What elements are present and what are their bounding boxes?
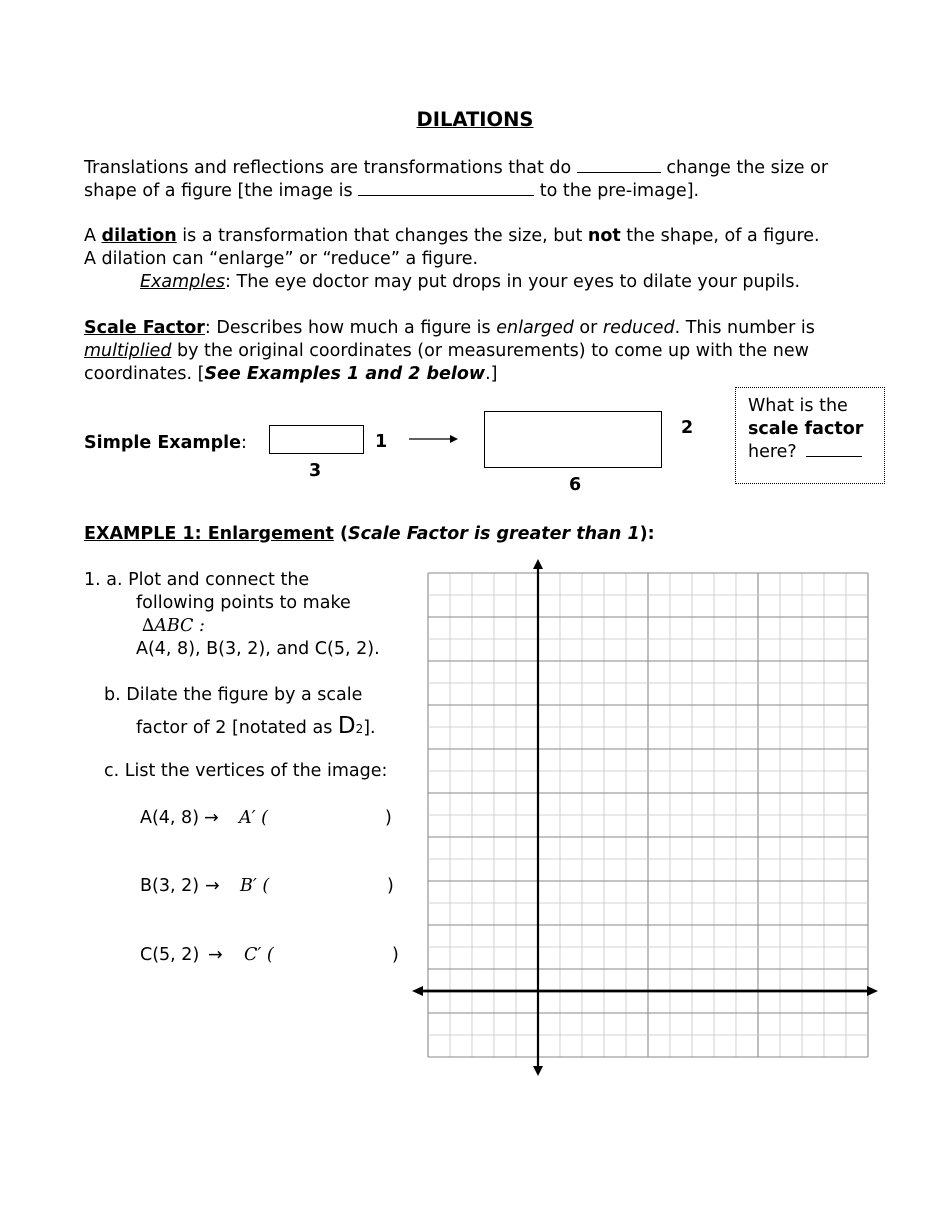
arrow-icon: → (205, 876, 220, 896)
dilation-symbol: D (337, 713, 356, 739)
question-line-1: What is the (748, 396, 848, 416)
problem-a-line-1: 1. a. Plot and connect the (84, 570, 310, 590)
coordinate-grid[interactable] (410, 555, 880, 1080)
subheading: Scale Factor is greater than 1 (347, 524, 640, 544)
vertex-a-image: A′ ( (239, 808, 269, 828)
text: factor of 2 [notated as (136, 718, 338, 738)
text: by the original coordinates (or measurements) to come up with the new (171, 341, 809, 361)
intro-text: shape of a figure [the image is (84, 181, 353, 201)
arrow-icon: → (208, 945, 223, 965)
arrow-icon: → (204, 808, 219, 828)
scale-factor-line-3 (84, 364, 497, 384)
problem-c-line: c. List the vertices of the image: (104, 761, 388, 781)
x-axis-right-arrow-icon (867, 986, 878, 996)
text: ]. (363, 718, 376, 738)
scale-factor-line-1 (84, 318, 815, 338)
problem-b-line-1: b. Dilate the figure by a scale (104, 685, 363, 705)
right-arrow-icon (408, 431, 460, 447)
vertex-b-pre: B(3, 2) (140, 876, 200, 896)
scale-factor-line-2 (84, 341, 809, 361)
label: Simple Example (84, 433, 242, 453)
vertex-c-close: ) (392, 945, 399, 965)
large-height-label: 2 (681, 418, 694, 438)
examples-text: : The eye doctor may put drops in your eyes to dilate your pupils. (225, 272, 801, 292)
small-width-label: 3 (309, 461, 322, 481)
y-axis-up-arrow-icon (533, 559, 543, 569)
intro-text: to the pre-image]. (539, 181, 700, 201)
question-line-2: scale factor (748, 419, 864, 439)
y-axis-down-arrow-icon (533, 1066, 543, 1076)
dilation-subscript: 2 (355, 722, 364, 736)
reduced-word: reduced (602, 318, 675, 338)
intro-text: change the size or (666, 158, 829, 178)
intro-line-2 (84, 181, 699, 201)
problem-points: A(4, 8), B(3, 2), and C(5, 2). (136, 639, 380, 659)
problem-b-line-2 (136, 713, 376, 739)
intro-line-1 (84, 158, 828, 178)
vertex-c-image: C′ ( (244, 945, 274, 965)
scale-factor-term: Scale Factor (84, 318, 205, 338)
vertex-c-pre: C(5, 2) (140, 945, 200, 965)
example-1-heading (84, 524, 655, 544)
fill-in-blank[interactable] (577, 158, 661, 173)
intro-text: Translations and reflections are transformations that do (84, 158, 572, 178)
text: A (84, 226, 102, 246)
simple-example-label (84, 433, 247, 453)
enlarged-word: enlarged (496, 318, 574, 338)
dilation-term: dilation (101, 226, 177, 246)
scale-factor-question-box (735, 387, 885, 484)
text: ( (333, 524, 348, 544)
text: .] (485, 364, 498, 384)
dilation-line-2: A dilation can “enlarge” or “reduce” a figure. (84, 249, 479, 269)
text: coordinates. [ (84, 364, 205, 384)
text: the shape, of a figure. (620, 226, 820, 246)
text: here? (748, 442, 797, 462)
triangle-notation: ∆ABC : (142, 616, 205, 636)
large-width-label: 6 (569, 475, 582, 495)
vertex-a-close: ) (385, 808, 392, 828)
small-height-label: 1 (375, 432, 388, 452)
text: is a transformation that changes the size, but (176, 226, 588, 246)
x-axis-left-arrow-icon (412, 986, 423, 996)
examples-label: Examples (140, 272, 226, 292)
not-emphasis: not (587, 226, 621, 246)
vertex-a-pre: A(4, 8) (140, 808, 200, 828)
dilation-examples (140, 272, 800, 292)
colon: : (241, 433, 247, 453)
problem-a-line-2: following points to make (136, 593, 351, 613)
dilation-definition (84, 226, 820, 246)
multiplied-word: multiplied (84, 341, 172, 361)
page-title: DILATIONS (416, 108, 534, 131)
heading: EXAMPLE 1: Enlargement (84, 524, 334, 544)
text: ): (639, 524, 655, 544)
text: . This number is (674, 318, 815, 338)
text: : Describes how much a figure is (204, 318, 497, 338)
fill-in-blank[interactable] (358, 181, 534, 196)
large-rectangle (484, 411, 662, 468)
see-examples: See Examples 1 and 2 below (204, 364, 486, 384)
vertex-b-close: ) (387, 876, 394, 896)
text: or (573, 318, 603, 338)
question-line-3 (748, 442, 862, 462)
answer-blank[interactable] (806, 442, 862, 457)
vertex-b-image: B′ ( (240, 876, 270, 896)
small-rectangle (269, 425, 364, 454)
